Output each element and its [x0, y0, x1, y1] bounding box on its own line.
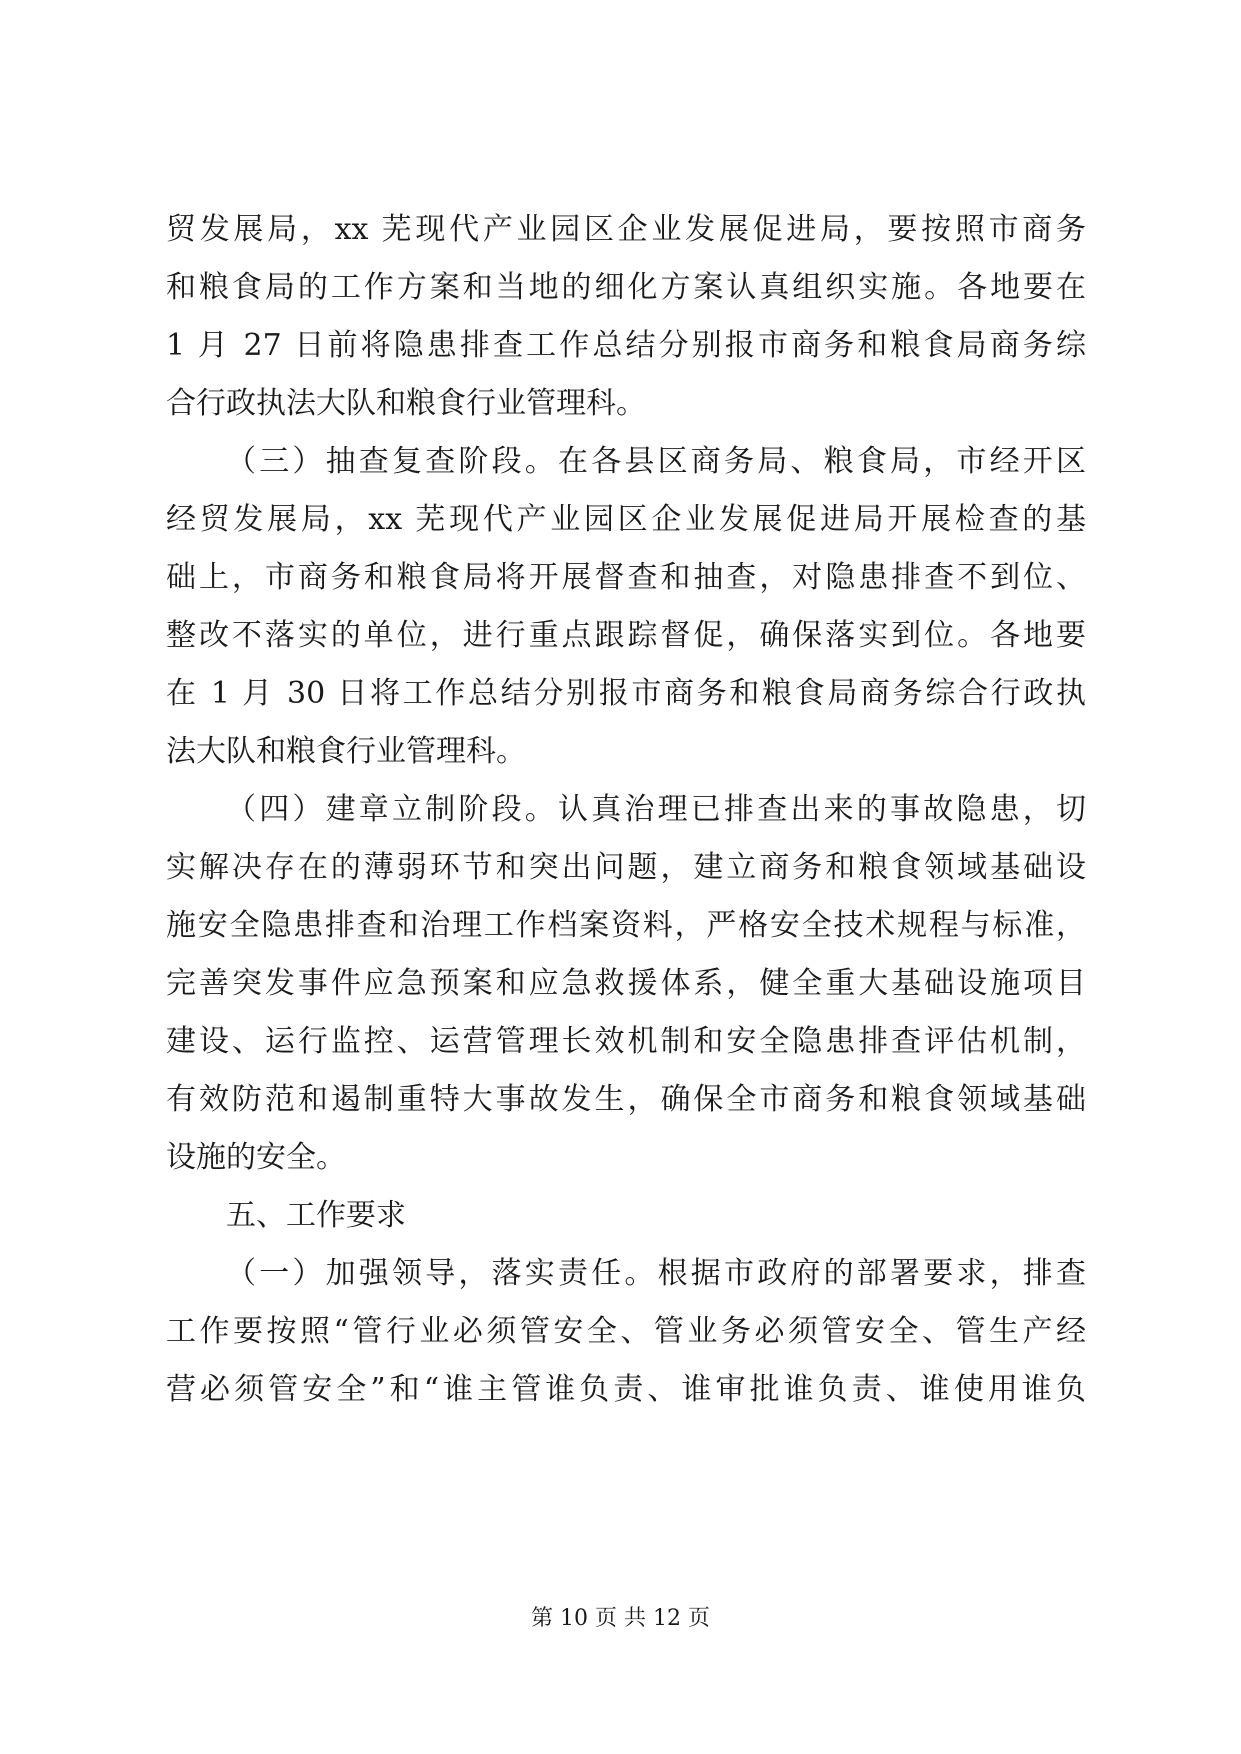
page-number-footer: 第 10 页 共 12 页 [531, 1606, 710, 1631]
text-line: 建设、运行监控、运营管理长效机制和安全隐患排查评估机制， [166, 1024, 1086, 1059]
text-line: 营必须管安全”和“谁主管谁负责、谁审批谁负责、谁使用谁负 [166, 1372, 1086, 1407]
text-line: 和粮食局的工作方案和当地的细化方案认真组织实施。各地要在 [166, 270, 1086, 305]
paragraph-heading-line: （一）加强领导，落实责任。根据市政府的部署要求，排查 [226, 1256, 1086, 1291]
text-line: 在 1 月 30 日将工作总结分别报市商务和粮食局商务综合行政执 [166, 676, 1086, 711]
text-line: 础上，市商务和粮食局将开展督查和抽查，对隐患排查不到位、 [166, 560, 1086, 595]
section-heading: 五、工作要求 [226, 1198, 406, 1233]
text-line: 施安全隐患排查和治理工作档案资料，严格安全技术规程与标准， [166, 908, 1086, 943]
text-line: 完善突发事件应急预案和应急救援体系，健全重大基础设施项目 [166, 966, 1086, 1001]
text-line: 工作要按照“管行业必须管安全、管业务必须管安全、管生产经 [166, 1314, 1086, 1349]
text-line: 1 月 27 日前将隐患排查工作总结分别报市商务和粮食局商务综 [166, 328, 1086, 363]
text-line: 实解决存在的薄弱环节和突出问题，建立商务和粮食领域基础设 [166, 850, 1086, 885]
text-line: 经贸发展局，xx 芜现代产业园区企业发展促进局开展检查的基 [166, 502, 1086, 537]
text-line: 贸发展局，xx 芜现代产业园区企业发展促进局，要按照市商务 [166, 212, 1086, 247]
text-line: 设施的安全。 [166, 1140, 346, 1175]
text-line: 有效防范和遏制重特大事故发生，确保全市商务和粮食领域基础 [166, 1082, 1086, 1117]
paragraph-heading-line: （四）建章立制阶段。认真治理已排查出来的事故隐患，切 [226, 792, 1086, 827]
text-line: 整改不落实的单位，进行重点跟踪督促，确保落实到位。各地要 [166, 618, 1086, 653]
paragraph-heading-line: （三）抽查复查阶段。在各县区商务局、粮食局，市经开区 [226, 444, 1086, 479]
text-line: 合行政执法大队和粮食行业管理科。 [166, 386, 646, 421]
text-line: 法大队和粮食行业管理科。 [166, 734, 526, 769]
